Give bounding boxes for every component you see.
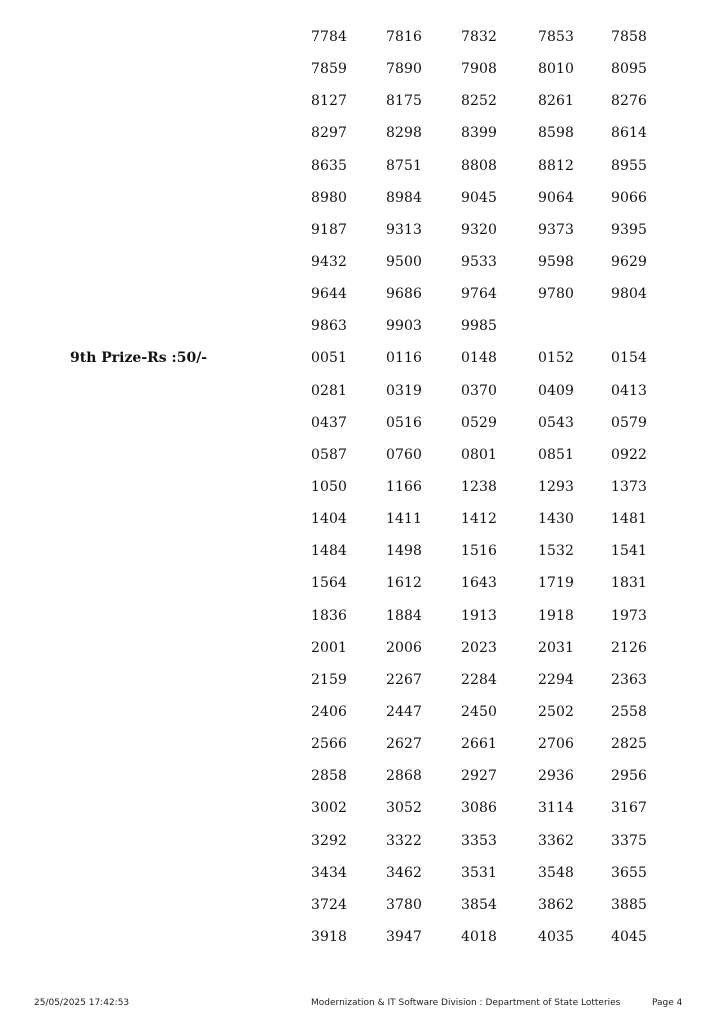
ticket-number: 1498 xyxy=(386,543,423,560)
ticket-number: 9395 xyxy=(611,221,648,238)
ticket-number: 3362 xyxy=(538,832,575,849)
ticket-number: 0587 xyxy=(311,446,348,463)
ticket-number: 2447 xyxy=(386,703,423,720)
result-row xyxy=(0,472,724,504)
ticket-number: 3947 xyxy=(386,928,423,945)
ticket-number: 1612 xyxy=(386,575,423,592)
ticket-number: 8298 xyxy=(386,125,423,142)
ticket-number: 1516 xyxy=(461,543,498,560)
ticket-number: 8261 xyxy=(538,93,575,110)
ticket-number: 9780 xyxy=(538,286,575,303)
ticket-number: 3292 xyxy=(311,832,348,849)
ticket-number: 1238 xyxy=(461,478,498,495)
ticket-number: 8399 xyxy=(461,125,498,142)
ticket-number: 2031 xyxy=(538,639,575,656)
ticket-number: 3375 xyxy=(611,832,648,849)
ticket-number: 9903 xyxy=(386,318,423,335)
ticket-number: 2661 xyxy=(461,736,498,753)
ticket-number: 3434 xyxy=(311,864,348,881)
ticket-number: 3780 xyxy=(386,896,423,913)
ticket-number: 9500 xyxy=(386,253,423,270)
ticket-number: 7853 xyxy=(538,29,575,45)
ticket-number: 0516 xyxy=(386,414,423,431)
result-row xyxy=(0,697,724,729)
ticket-number: 3862 xyxy=(538,896,575,913)
ticket-number: 0922 xyxy=(611,446,648,463)
ticket-number: 2825 xyxy=(611,736,648,753)
ticket-number: 9644 xyxy=(311,286,348,303)
result-row xyxy=(0,247,724,279)
result-row xyxy=(0,183,724,215)
ticket-number: 9187 xyxy=(311,221,348,238)
result-row xyxy=(0,665,724,697)
ticket-number: 9764 xyxy=(461,286,498,303)
ticket-number: 1404 xyxy=(311,511,348,528)
ticket-number: 9804 xyxy=(611,286,648,303)
ticket-number: 2956 xyxy=(611,768,648,785)
result-row xyxy=(0,890,724,922)
ticket-number: 0413 xyxy=(611,382,648,399)
ticket-number: 8751 xyxy=(386,157,423,174)
result-row xyxy=(0,54,724,86)
ticket-number: 4018 xyxy=(461,928,498,945)
ticket-number: 7816 xyxy=(386,29,423,45)
ticket-number: 0801 xyxy=(461,446,498,463)
ticket-number: 2126 xyxy=(611,639,648,656)
result-row xyxy=(0,922,724,954)
ticket-number: 8276 xyxy=(611,93,648,110)
ticket-number: 3462 xyxy=(386,864,423,881)
result-row xyxy=(0,858,724,890)
ticket-number: 4045 xyxy=(611,928,648,945)
result-row xyxy=(0,343,724,375)
result-row xyxy=(0,215,724,247)
result-row xyxy=(0,633,724,665)
ticket-number: 0760 xyxy=(386,446,423,463)
result-row xyxy=(0,761,724,793)
ticket-number: 1564 xyxy=(311,575,348,592)
ticket-number: 1373 xyxy=(611,478,648,495)
ticket-number: 2406 xyxy=(311,703,348,720)
result-row xyxy=(0,568,724,600)
footer-page-number: Page 4 xyxy=(652,998,683,1008)
ticket-number: 3724 xyxy=(311,896,348,913)
ticket-number: 2294 xyxy=(538,671,575,688)
ticket-number: 3655 xyxy=(611,864,648,881)
footer-datetime: 25/05/2025 17:42:53 xyxy=(34,998,130,1008)
ticket-number: 1831 xyxy=(611,575,648,592)
ticket-number: 0437 xyxy=(311,414,348,431)
ticket-number: 8127 xyxy=(311,93,348,110)
ticket-number: 1050 xyxy=(311,478,348,495)
ticket-number: 0370 xyxy=(461,382,498,399)
result-row xyxy=(0,826,724,858)
ticket-number: 1884 xyxy=(386,607,423,624)
ticket-number: 1430 xyxy=(538,511,575,528)
ticket-number: 2450 xyxy=(461,703,498,720)
ticket-number: 1411 xyxy=(386,511,423,528)
ticket-number: 1973 xyxy=(611,607,648,624)
ticket-number: 8955 xyxy=(611,157,648,174)
ticket-number: 3002 xyxy=(311,800,348,817)
ticket-number: 2363 xyxy=(611,671,648,688)
ticket-number: 0116 xyxy=(386,350,423,367)
ticket-number: 9863 xyxy=(311,318,348,335)
ticket-number: 9533 xyxy=(461,253,498,270)
ticket-number: 0051 xyxy=(311,350,348,367)
ticket-number: 1643 xyxy=(461,575,498,592)
ticket-number: 9064 xyxy=(538,189,575,206)
result-row xyxy=(0,440,724,472)
ticket-number: 1719 xyxy=(538,575,575,592)
ticket-number: 9686 xyxy=(386,286,423,303)
ticket-number: 2558 xyxy=(611,703,648,720)
result-row xyxy=(0,408,724,440)
ticket-number: 2566 xyxy=(311,736,348,753)
ticket-number: 8980 xyxy=(311,189,348,206)
ticket-number: 2023 xyxy=(461,639,498,656)
ticket-number: 9985 xyxy=(461,318,498,335)
ticket-number: 7784 xyxy=(311,29,348,45)
ticket-number: 0529 xyxy=(461,414,498,431)
ticket-number: 0148 xyxy=(461,350,498,367)
result-row xyxy=(0,601,724,633)
ticket-number: 1541 xyxy=(611,543,648,560)
ticket-number: 8598 xyxy=(538,125,575,142)
ticket-number: 2159 xyxy=(311,671,348,688)
ticket-number: 1412 xyxy=(461,511,498,528)
ticket-number: 2868 xyxy=(386,768,423,785)
ticket-number: 9373 xyxy=(538,221,575,238)
ticket-number: 0152 xyxy=(538,350,575,367)
ticket-number: 3052 xyxy=(386,800,423,817)
ticket-number: 8808 xyxy=(461,157,498,174)
ticket-number: 7908 xyxy=(461,61,498,78)
ticket-number: 2627 xyxy=(386,736,423,753)
ticket-number: 9432 xyxy=(311,253,348,270)
ticket-number: 1481 xyxy=(611,511,648,528)
ticket-number: 8297 xyxy=(311,125,348,142)
ticket-number: 0281 xyxy=(311,382,348,399)
result-row xyxy=(0,504,724,536)
ticket-number: 1918 xyxy=(538,607,575,624)
ticket-number: 1166 xyxy=(386,478,423,495)
ticket-number: 9045 xyxy=(461,189,498,206)
result-row xyxy=(0,311,724,343)
ticket-number: 3854 xyxy=(461,896,498,913)
ticket-number: 3548 xyxy=(538,864,575,881)
page-footer xyxy=(0,998,724,1014)
ticket-number: 0851 xyxy=(538,446,575,463)
ticket-number: 8252 xyxy=(461,93,498,110)
ticket-number: 2267 xyxy=(386,671,423,688)
result-row xyxy=(0,86,724,118)
ticket-number: 0409 xyxy=(538,382,575,399)
ticket-number: 2006 xyxy=(386,639,423,656)
ticket-number: 3322 xyxy=(386,832,423,849)
ticket-number: 0319 xyxy=(386,382,423,399)
ticket-number: 9629 xyxy=(611,253,648,270)
ticket-number: 0579 xyxy=(611,414,648,431)
ticket-number: 8010 xyxy=(538,61,575,78)
ticket-number: 2502 xyxy=(538,703,575,720)
ticket-number: 1913 xyxy=(461,607,498,624)
ticket-number: 8984 xyxy=(386,189,423,206)
ticket-number: 8095 xyxy=(611,61,648,78)
ticket-number: 1293 xyxy=(538,478,575,495)
ticket-number: 9313 xyxy=(386,221,423,238)
ticket-number: 1836 xyxy=(311,607,348,624)
ticket-number: 8812 xyxy=(538,157,575,174)
results-grid xyxy=(0,22,724,954)
result-row xyxy=(0,22,724,54)
ticket-number: 3167 xyxy=(611,800,648,817)
ticket-number: 3353 xyxy=(461,832,498,849)
ticket-number: 2706 xyxy=(538,736,575,753)
ticket-number: 2927 xyxy=(461,768,498,785)
ticket-number: 3086 xyxy=(461,800,498,817)
ticket-number: 3531 xyxy=(461,864,498,881)
ticket-number: 1484 xyxy=(311,543,348,560)
ticket-number: 7858 xyxy=(611,29,648,45)
ticket-number: 3114 xyxy=(538,800,575,817)
result-row xyxy=(0,536,724,568)
ticket-number: 7832 xyxy=(461,29,498,45)
ticket-number: 2858 xyxy=(311,768,348,785)
ticket-number: 3918 xyxy=(311,928,348,945)
ticket-number: 2936 xyxy=(538,768,575,785)
ticket-number: 2284 xyxy=(461,671,498,688)
ticket-number: 8614 xyxy=(611,125,648,142)
ticket-number: 8635 xyxy=(311,157,348,174)
ticket-number: 1532 xyxy=(538,543,575,560)
ticket-number: 2001 xyxy=(311,639,348,656)
ticket-number: 9066 xyxy=(611,189,648,206)
result-row xyxy=(0,793,724,825)
ticket-number: 4035 xyxy=(538,928,575,945)
ticket-number: 3885 xyxy=(611,896,648,913)
ticket-number: 7890 xyxy=(386,61,423,78)
result-row xyxy=(0,729,724,761)
result-row xyxy=(0,376,724,408)
ticket-number: 9320 xyxy=(461,221,498,238)
footer-division: Modernization & IT Software Division : Department of State Lotteries xyxy=(311,998,621,1008)
ticket-number: 8175 xyxy=(386,93,423,110)
result-row xyxy=(0,151,724,183)
result-row xyxy=(0,118,724,150)
prize-label: 9th Prize-Rs :50/- xyxy=(70,350,208,367)
ticket-number: 9598 xyxy=(538,253,575,270)
ticket-number: 7859 xyxy=(311,61,348,78)
ticket-number: 0543 xyxy=(538,414,575,431)
result-row xyxy=(0,279,724,311)
ticket-number: 0154 xyxy=(611,350,648,367)
